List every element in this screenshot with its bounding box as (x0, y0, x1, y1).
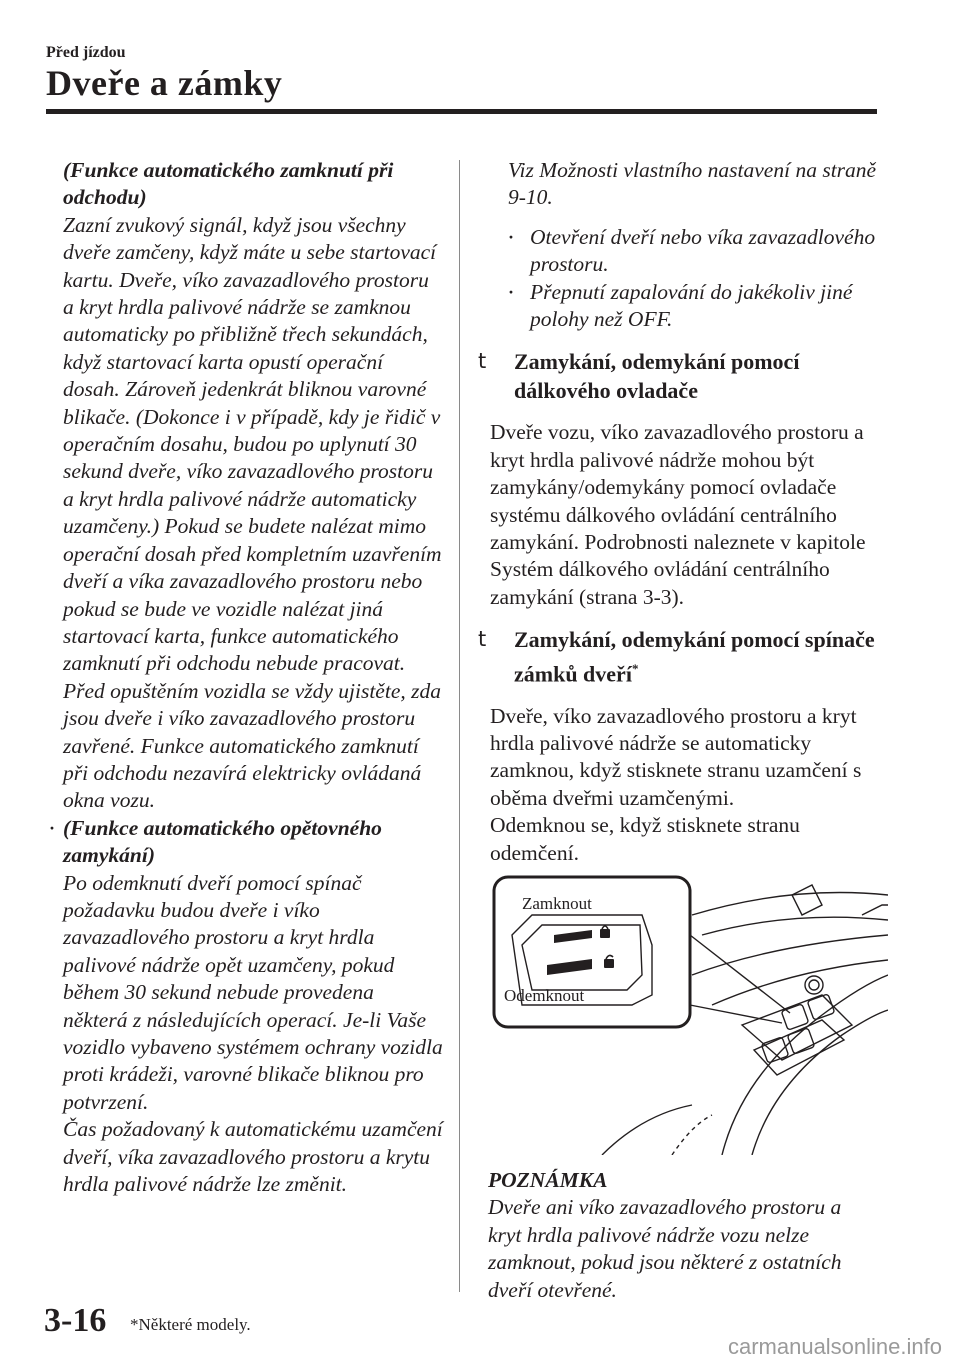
watermark: carmanualsonline.info (727, 1334, 942, 1359)
auto-lock-text: Zazní zvukový signál, když jsou všechny dveře zamčeny, když máte u sebe startovací kartu. Dveře, víko zavazadlového prostoru a kryt hrdla palivové nádrže se zamknou automaticky po přibližně třech sekundách, když startovací karta opustí operační dosah. Zároveň jedenkrát bliknou varovné blikače. (Dokonce i v případě, kdy je řidič v operačním dosahu, budou po uplynutí 30 sekund dveře, víko zavazadlového prostoru a kryt hrdla palivové nádrže automaticky uzamčeny.) Pokud se budete nalézat mimo operační dosah před kompletním uzavřením dveří a víka zavazadlového prostoru nebo pokud se bude ve vozidle nalézat jiná startovací karta, funkce automatického zamknutí při odchodu nebude pracovat. Před opuštěním vozidla se vždy ujistěte, zda jsou dveře i víko zavazadlového prostoru zavřené. Funkce automatického zamknutí při odchodu nezavírá elektricky ovládaná okna vozu. (63, 212, 442, 813)
section-label: Před jízdou (46, 44, 126, 61)
relock-text: Po odemknutí dveří pomocí spínač požadavku budou dveře i víko zavazadlového prostoru a kryt hrdla palivové nádrže opět uzamčeny, pokud během 30 sekund nebude provedena některá z následujících operací. Je-li Vaše vozidlo vybaveno systémem ochrany vozidla proti krádeži, varovné blikače bliknou pro potvrzení. (63, 870, 443, 1114)
auto-lock-title: (Funkce automatického zamknutí při odchodu) (63, 158, 394, 210)
column-divider (459, 160, 460, 1292)
unlock-label: Odemknout (504, 986, 585, 1006)
bullet-dot: · (49, 817, 56, 838)
note-text: Dveře ani víko zavazadlového prostoru a kryt hrdla palivové nádrže vozu nelze zamknout, pokud jsou některé z ostatních dveří otevřené. (488, 1195, 842, 1302)
condition-item: · Otevření dveří nebo víka zavazadlového prostoru. (508, 224, 876, 277)
section-marker: t (478, 349, 487, 374)
condition-item: · Přepnutí zapalování do jakékoliv jiné polohy než OFF. (508, 279, 853, 332)
door-lock-switch-figure (492, 875, 888, 1155)
section-marker: t (478, 627, 487, 652)
right-column (478, 157, 878, 1304)
switch-text: Dveře, víko zavazadlového prostoru a kryt hrdla palivové nádrže se automaticky zamknou, když stisknete stranu uzamčení s oběma dveřmi uzamčenými. (490, 703, 862, 810)
note-block (478, 1167, 878, 1304)
door-panel-illustration (492, 875, 888, 1155)
switch-text-2: Odemknou se, když stisknete stranu odemčení. (490, 813, 800, 865)
note-title: POZNÁMKA (488, 1168, 608, 1193)
relock-text-2: Čas požadovaný k automatickému uzamčení dveří, víka zavazadlového prostoru a krytu hrdla palivové nádrže lze změnit. (63, 1117, 443, 1197)
relock-bullet (49, 815, 443, 1199)
page-title: Dveře a zámky (46, 63, 283, 103)
left-column (49, 157, 443, 1198)
section-heading-switch: t Zamykání, odemykání pomocí spínače zámků dveří* (478, 627, 875, 687)
header-rule (46, 109, 877, 114)
lock-label: Zamknout (522, 894, 592, 914)
relock-title: (Funkce automatického opětovného zamykání) (63, 815, 382, 868)
reference-text: Viz Možnosti vlastního nastavení na straně 9-10. (508, 158, 877, 210)
remote-text: Dveře vozu, víko zavazadlového prostoru a kryt hrdla palivové nádrže mohou být zamykány/odemykány pomocí ovladače systému dálkového ovládání centrálního zamykání. Podrobnosti naleznete v kapitole Systém dálkového ovládání centrálního zamykání (strana 3-3). (490, 420, 866, 609)
footnote: *Některé modely. (130, 1315, 251, 1334)
section-heading-remote: t Zamykání, odemykání pomocí dálkového ovladače (478, 349, 800, 404)
page-number: 3-16 (44, 1302, 107, 1339)
